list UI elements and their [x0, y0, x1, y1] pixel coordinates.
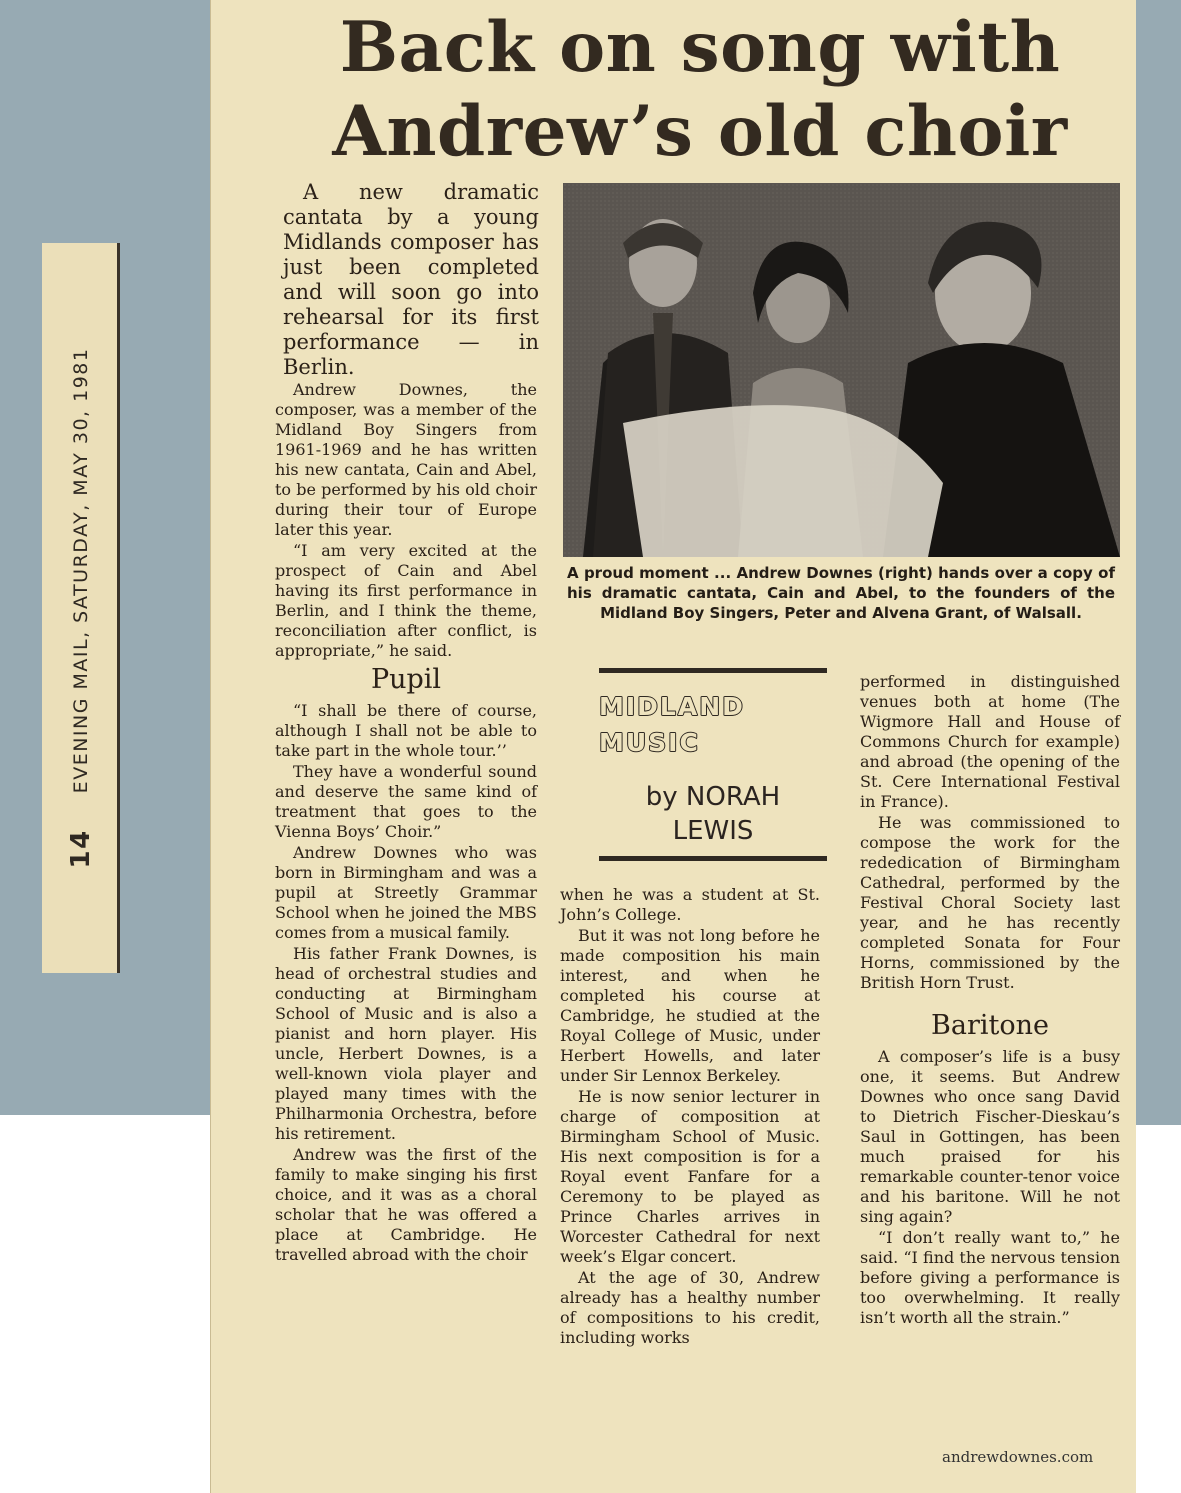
- page-number: 14: [66, 829, 96, 869]
- photo-image: [563, 183, 1120, 557]
- paragraph: Andrew Downes, the composer, was a member of the Midland Boy Singers from 1961-1969 and he has written his new cantata, Cain and Abel, to be performed by his old choir during their tour of Europe later this year.: [275, 380, 537, 539]
- column-3: [860, 672, 1120, 1329]
- dateline: [42, 243, 120, 973]
- photo-caption: A proud moment ... Andrew Downes (right) hands over a copy of his dramatic cantata, Cain and Abel, to the founders of the Midland Boy Singers, Peter and Alvena Grant, of Walsall.: [567, 564, 1115, 622]
- blue-backing-edge: [1135, 0, 1181, 1125]
- paragraph: Andrew was the first of the family to make singing his first choice, and it was as a choral scholar that he was offered a place at Cambridge. He travelled abroad with the choir: [275, 1145, 537, 1264]
- headline: [290, 6, 1110, 174]
- column-1: [275, 380, 537, 1266]
- column-header: [599, 668, 827, 866]
- byline-line-2: LEWIS: [672, 816, 754, 846]
- watermark: andrewdownes.com: [942, 1448, 1094, 1466]
- top-rule: [599, 668, 827, 673]
- paragraph: His father Frank Downes, is head of orchestral studies and conducting at Birmingham School of Music and is also a pianist and horn player. His uncle, Herbert Downes, is a well-known viola player and played many times with the Philharmonia Orchestra, before his retirement.: [275, 944, 537, 1143]
- paragraph: They have a wonderful sound and deserve the same kind of treatment that goes to the Vienna Boys’ Choir.”: [275, 762, 537, 841]
- paragraph: A composer’s life is a busy one, it seems. But Andrew Downes who once sang David to Dietrich Fischer-Dieskau’s Saul in Gottingen, has been much praised for his remarkable counter-tenor voice and his baritone. Will he not sing again?: [860, 1047, 1120, 1226]
- paragraph: He is now senior lecturer in charge of composition at Birmingham School of Music. His next composition is for a Royal event Fanfare for a Ceremony to be played as Prince Charles arrives in Worcester Cathedral for next week’s Elgar concert.: [560, 1087, 820, 1266]
- paragraph: performed in distinguished venues both at home (The Wigmore Hall and House of Commons Church for example) and abroad (the opening of the St. Cere International Festival in France).: [860, 672, 1120, 811]
- paragraph: He was commissioned to compose the work for the rededication of Birmingham Cathedral, performed by the Festival Choral Society last year, and he has recently completed Sonata for Four Horns, commissioned by the British Horn Trust.: [860, 813, 1120, 992]
- byline: [599, 780, 827, 848]
- lead-paragraph: A new dramatic cantata by a young Midlands composer has just been completed and will soon go into rehearsal for its first performance — in Berlin.: [283, 180, 539, 379]
- headline-line-1: Back on song with: [339, 7, 1061, 88]
- paragraph: “I shall be there of course, although I shall not be able to take part in the whole tour.’’: [275, 701, 537, 760]
- headline-line-2: Andrew’s old choir: [332, 91, 1068, 172]
- bottom-rule: [599, 856, 827, 861]
- paragraph: “I don’t really want to,” he said. “I find the nervous tension before giving a performance is too overwhelming. It really isn’t worth all the strain.”: [860, 1228, 1120, 1327]
- column-2: [560, 885, 820, 1349]
- paragraph: But it was not long before he made composition his main interest, and when he completed his course at Cambridge, he studied at the Royal College of Music, under Herbert Howells, and later under Sir Lennox Berkeley.: [560, 926, 820, 1085]
- photo: [563, 183, 1120, 557]
- masthead-music: MUSIC: [599, 728, 700, 757]
- paragraph: At the age of 30, Andrew already has a healthy number of compositions to his credit, including works: [560, 1268, 820, 1347]
- dateline-text: EVENING MAIL, SATURDAY, MAY 30, 1981: [70, 347, 92, 794]
- paragraph: when he was a student at St. John’s College.: [560, 885, 820, 924]
- paragraph: “I am very excited at the prospect of Cain and Abel having its first performance in Berlin, and I think the theme, reconciliation after conflict, is appropriate,” he said.: [275, 541, 537, 660]
- subhead-pupil: Pupil: [370, 664, 442, 695]
- byline-line-1: by NORAH: [645, 782, 781, 812]
- masthead-midland: MIDLAND: [599, 692, 745, 721]
- paragraph: Andrew Downes who was born in Birmingham and was a pupil at Streetly Grammar School when he joined the MBS comes from a musical family.: [275, 843, 537, 942]
- subhead-baritone: Baritone: [931, 1010, 1049, 1041]
